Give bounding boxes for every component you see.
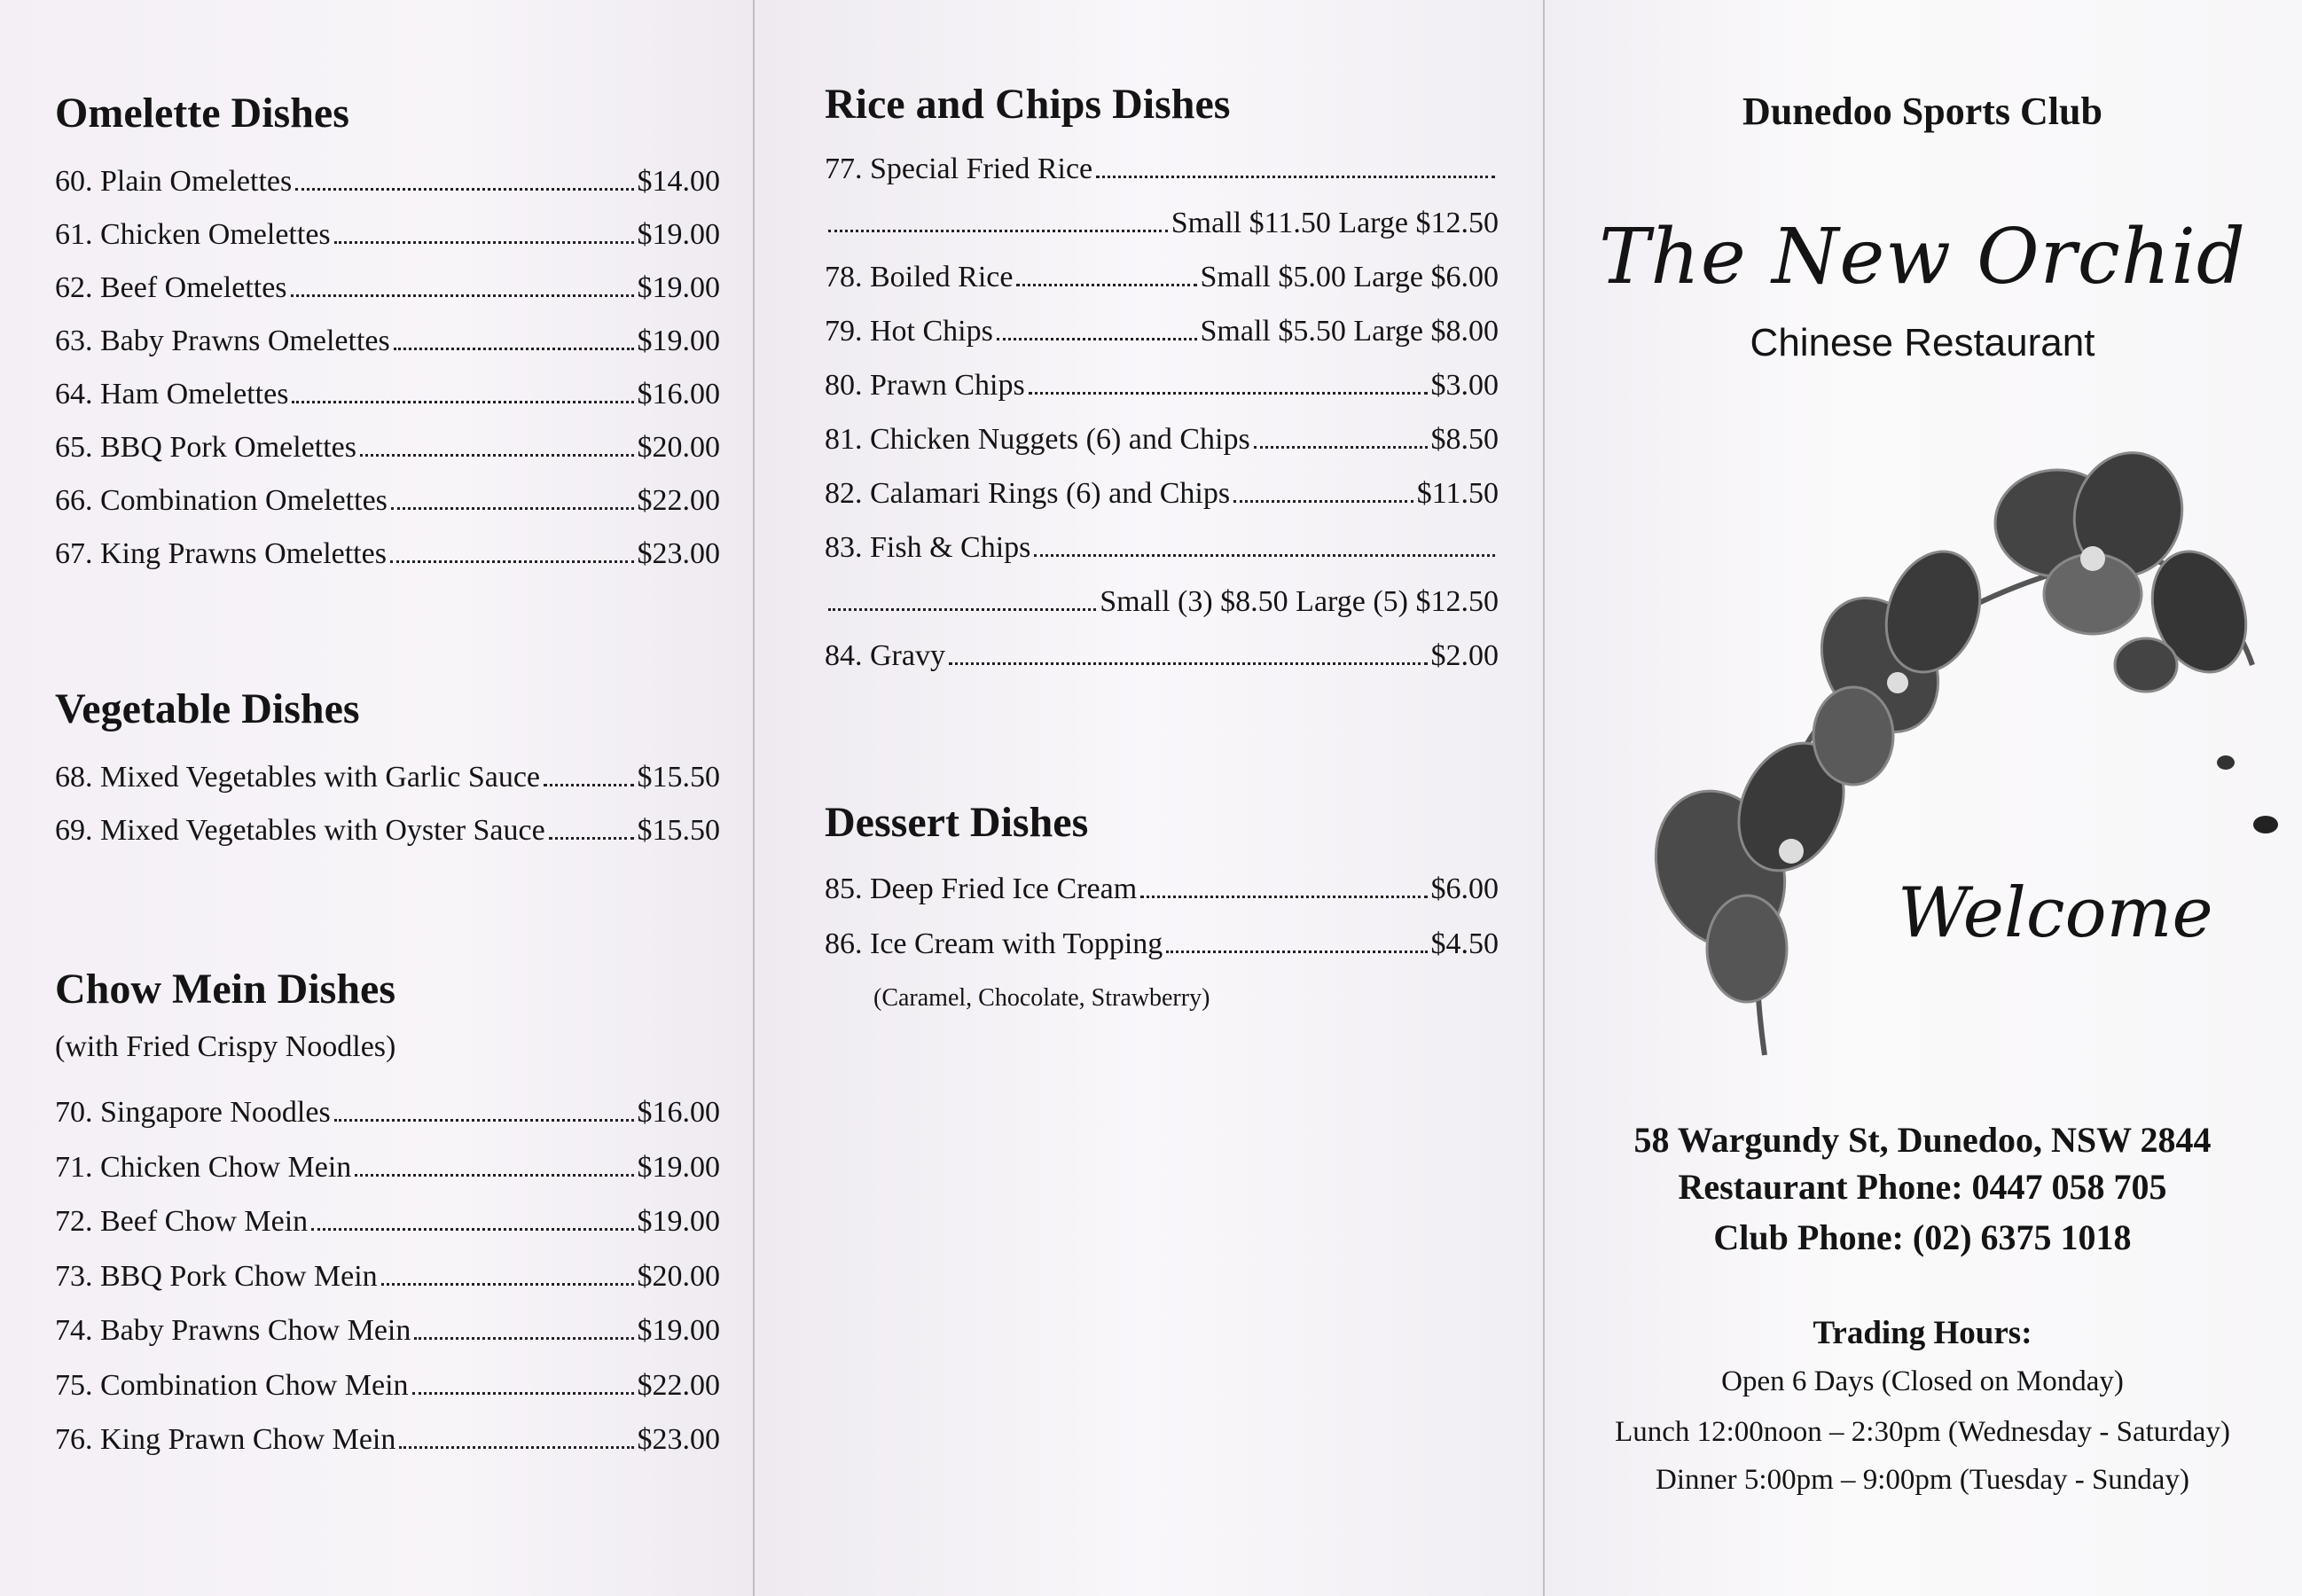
menu-item xyxy=(55,431,720,465)
item-name: 76. King Prawn Chow Mein xyxy=(55,1423,396,1456)
item-price: $19.00 xyxy=(637,1150,720,1184)
club-phone: Club Phone: (02) 6375 1018 xyxy=(1713,1217,2132,1257)
item-price: $20.00 xyxy=(637,1259,720,1293)
item-price: $19.00 xyxy=(637,325,720,357)
item-price: $16.00 xyxy=(637,1096,720,1129)
item-price: $15.50 xyxy=(637,814,720,847)
dot-leader xyxy=(997,338,1197,340)
dot-leader xyxy=(381,1283,634,1286)
menu-item xyxy=(825,477,1499,511)
menu-item xyxy=(55,218,720,252)
item-name: 84. Gravy xyxy=(825,639,945,672)
item-name: 78. Boiled Rice xyxy=(825,261,1014,293)
item-price: $19.00 xyxy=(637,218,720,251)
menu-item xyxy=(825,639,1499,673)
menu-item xyxy=(55,1260,720,1294)
menu-item-prices xyxy=(825,207,1499,240)
item-name: 60. Plain Omelettes xyxy=(55,165,293,198)
item-name: 86. Ice Cream with Topping xyxy=(825,927,1163,960)
fold-line xyxy=(753,0,755,1596)
item-price: Small (3) $8.50 Large (5) $12.50 xyxy=(1100,585,1499,618)
cuisine-label: Chinese Restaurant xyxy=(1750,321,2095,364)
dot-leader xyxy=(360,454,634,457)
dot-leader xyxy=(292,401,633,403)
item-price: $11.50 xyxy=(1416,477,1499,510)
dot-leader xyxy=(311,1228,633,1231)
item-name: 82. Calamari Rings (6) and Chips xyxy=(825,477,1231,510)
fold-line xyxy=(1543,0,1545,1596)
item-price: $8.50 xyxy=(1430,423,1499,456)
left-panel xyxy=(0,0,754,1596)
dot-leader xyxy=(949,662,1428,665)
item-price: $6.00 xyxy=(1430,872,1499,905)
section-title: Dessert Dishes xyxy=(825,799,1089,846)
restaurant-name: The New Orchid xyxy=(1599,213,2246,301)
section-subtitle: (with Fried Crispy Noodles) xyxy=(55,1030,396,1063)
orchid-illustration xyxy=(1614,434,2288,1064)
menu-item xyxy=(55,165,720,199)
item-name: 63. Baby Prawns Omelettes xyxy=(55,325,390,357)
item-price: $19.00 xyxy=(637,271,720,304)
section-title: Vegetable Dishes xyxy=(55,685,360,732)
item-name: 81. Chicken Nuggets (6) and Chips xyxy=(825,423,1250,456)
dot-leader xyxy=(399,1446,633,1449)
menu-item xyxy=(55,1205,720,1239)
dot-leader xyxy=(1029,392,1428,395)
item-price: $19.00 xyxy=(637,1314,720,1347)
hours-line: Dinner 5:00pm – 9:00pm (Tuesday - Sunday) xyxy=(1656,1464,2189,1496)
dot-leader xyxy=(828,608,1096,611)
middle-panel xyxy=(754,0,1543,1596)
dot-leader xyxy=(544,784,633,786)
dot-leader xyxy=(1166,951,1427,953)
item-name: 61. Chicken Omelettes xyxy=(55,218,331,251)
dot-leader xyxy=(414,1337,633,1340)
dot-leader xyxy=(828,230,1168,232)
club-name: Dunedoo Sports Club xyxy=(1742,90,2102,133)
menu-item xyxy=(825,927,1499,961)
menu-item xyxy=(55,1096,720,1130)
menu-item xyxy=(55,325,720,358)
dot-leader xyxy=(334,1119,634,1122)
menu-item xyxy=(55,484,720,518)
dot-leader xyxy=(1140,896,1427,898)
item-price: $22.00 xyxy=(637,1368,720,1402)
trading-hours-title: Trading Hours: xyxy=(1813,1315,2032,1351)
restaurant-phone: Restaurant Phone: 0447 058 705 xyxy=(1678,1167,2167,1207)
dot-leader xyxy=(355,1174,633,1177)
address: 58 Wargundy St, Dunedoo, NSW 2844 xyxy=(1633,1120,2212,1160)
menu-item xyxy=(55,1369,720,1403)
section-title: Omelette Dishes xyxy=(55,90,349,137)
dot-leader xyxy=(1034,554,1495,557)
item-price: Small $5.00 Large $6.00 xyxy=(1200,261,1499,293)
menu-item xyxy=(55,1314,720,1348)
item-price: $15.50 xyxy=(637,761,720,794)
item-name: 64. Ham Omelettes xyxy=(55,378,289,411)
item-name: 70. Singapore Noodles xyxy=(55,1096,331,1129)
item-name: 67. King Prawns Omelettes xyxy=(55,537,387,570)
item-price: $22.00 xyxy=(637,484,720,517)
menu-item xyxy=(55,814,720,848)
item-name: 79. Hot Chips xyxy=(825,315,993,348)
item-name: 69. Mixed Vegetables with Oyster Sauce xyxy=(55,814,545,847)
item-price: $4.50 xyxy=(1430,927,1499,960)
hours-line: Open 6 Days (Closed on Monday) xyxy=(1721,1365,2124,1397)
menu-item xyxy=(825,153,1499,186)
item-price: $16.00 xyxy=(637,378,720,411)
item-name: 62. Beef Omelettes xyxy=(55,271,287,304)
dot-leader xyxy=(334,241,634,244)
item-name: 85. Deep Fried Ice Cream xyxy=(825,872,1138,905)
item-price: $23.00 xyxy=(637,1423,720,1456)
dot-leader xyxy=(390,560,634,563)
item-price: Small $11.50 Large $12.50 xyxy=(1171,207,1499,239)
menu-item xyxy=(825,423,1499,457)
dot-leader xyxy=(394,348,634,350)
item-name: 72. Beef Chow Mein xyxy=(55,1205,309,1238)
item-name: 80. Prawn Chips xyxy=(825,369,1025,402)
item-name: 75. Combination Chow Mein xyxy=(55,1368,409,1402)
item-name: 66. Combination Omelettes xyxy=(55,484,388,517)
dot-leader xyxy=(291,294,634,297)
menu-item xyxy=(825,872,1499,906)
item-name: 77. Special Fried Rice xyxy=(825,153,1093,185)
item-price: $20.00 xyxy=(637,431,720,464)
dot-leader xyxy=(391,507,634,510)
dot-leader xyxy=(549,837,634,840)
menu-item xyxy=(55,378,720,411)
menu-item xyxy=(55,1423,720,1457)
dot-leader xyxy=(1016,284,1196,286)
dot-leader xyxy=(1254,446,1428,449)
welcome-text: Welcome xyxy=(1898,873,2213,953)
item-price: Small $5.50 Large $8.00 xyxy=(1200,315,1499,348)
item-name: 65. BBQ Pork Omelettes xyxy=(55,431,356,464)
menu-item xyxy=(55,537,720,571)
item-price: $2.00 xyxy=(1430,639,1499,672)
dot-leader xyxy=(295,188,633,191)
dot-leader xyxy=(412,1392,634,1395)
item-name: 71. Chicken Chow Mein xyxy=(55,1150,352,1184)
item-price: $23.00 xyxy=(637,537,720,570)
menu-item xyxy=(55,761,720,794)
item-name: 73. BBQ Pork Chow Mein xyxy=(55,1259,378,1293)
item-price: $14.00 xyxy=(637,165,720,198)
menu-item xyxy=(825,315,1499,348)
menu-item-prices xyxy=(825,585,1499,619)
section-title: Chow Mein Dishes xyxy=(55,966,396,1013)
menu-item xyxy=(825,369,1499,403)
dot-leader xyxy=(1233,500,1413,503)
item-name: 74. Baby Prawns Chow Mein xyxy=(55,1314,411,1347)
item-name: 68. Mixed Vegetables with Garlic Sauce xyxy=(55,761,541,794)
menu-item xyxy=(55,271,720,305)
cover-panel xyxy=(1543,0,2302,1596)
item-price: $3.00 xyxy=(1430,369,1499,402)
menu-item xyxy=(825,531,1499,565)
menu-item xyxy=(825,261,1499,294)
section-title: Rice and Chips Dishes xyxy=(825,81,1231,128)
menu-item xyxy=(55,1151,720,1185)
item-name: 83. Fish & Chips xyxy=(825,531,1031,564)
item-price: $19.00 xyxy=(637,1205,720,1238)
topping-note: (Caramel, Chocolate, Strawberry) xyxy=(873,984,1210,1012)
hours-line: Lunch 12:00noon – 2:30pm (Wednesday - Saturday) xyxy=(1615,1416,2230,1448)
dot-leader xyxy=(1096,176,1495,178)
